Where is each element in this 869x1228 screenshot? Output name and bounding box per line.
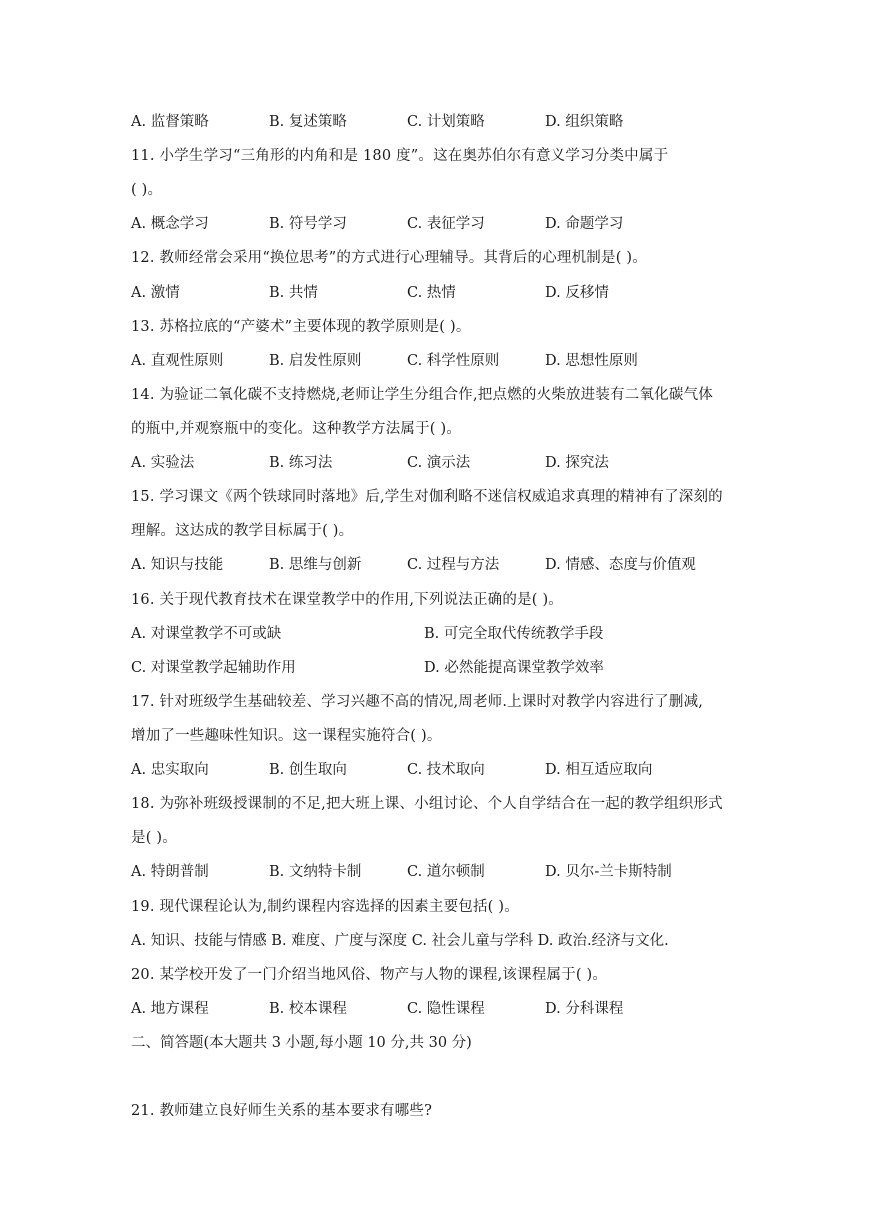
option-d: D. 情感、态度与价值观 [545,557,696,573]
q17-options [131,760,749,780]
q14-stem-line-1: 14. 为验证二氧化碳不支持燃烧,老师让学生分组合作,把点燃的火柴放进装有二氧化碳气体 [131,387,713,403]
q12-stem: 12. 教师经常会采用“换位思考”的方式进行心理辅导。其背后的心理机制是( )。 [131,250,647,266]
q18-stem-line-1: 18. 为弥补班级授课制的不足,把大班上课、小组讨论、个人自学结合在一起的教学组织形式 [131,796,723,812]
q16-options-row-1 [131,624,749,644]
option-d: D. 必然能提高课堂教学效率 [424,660,604,676]
option-c: C. 表征学习 [407,216,485,232]
option-a: A. 忠实取向 [131,762,209,778]
q20-stem: 20. 某学校开发了一门介绍当地风俗、物产与人物的课程,该课程属于( )。 [131,967,608,983]
section-heading: 二、简答题(本大题共 3 小题,每小题 10 分,共 30 分) [131,1035,472,1051]
option-c: C. 技术取向 [407,762,485,778]
option-d: D. 思想性原则 [545,353,638,369]
q10-options [131,112,749,132]
q19-stem: 19. 现代课程论认为,制约课程内容选择的因素主要包括( )。 [131,899,519,915]
option-a: A. 特朗普制 [131,864,209,880]
q18-options [131,862,749,882]
option-d: D. 组织策略 [545,114,624,130]
q12-options [131,283,749,303]
option-d: D. 贝尔-兰卡斯特制 [545,864,672,880]
q18-stem-line-2: 是( )。 [131,830,177,846]
option-a: A. 地方课程 [131,1001,209,1017]
option-a: A. 知识与技能 [131,557,224,573]
q15-options [131,555,749,575]
option-d: D. 探究法 [545,455,609,471]
option-c: C. 热情 [407,285,456,301]
option-d: D. 反移情 [545,285,609,301]
q21-stem: 21. 教师建立良好师生关系的基本要求有哪些? [131,1103,433,1119]
q17-stem-line-1: 17. 针对班级学生基础较差、学习兴趣不高的情况,周老师.上课时对教学内容进行了删减, [131,694,704,710]
q16-options-row-2 [131,658,749,678]
q15-stem-line-2: 理解。这达成的教学目标属于( )。 [131,523,354,539]
option-b: B. 启发性原则 [269,353,362,369]
option-a: A. 实验法 [131,455,195,471]
q11-stem-line-2: ( )。 [131,182,163,198]
option-c: C. 计划策略 [407,114,485,130]
q11-options [131,214,749,234]
q11-stem-line-1: 11. 小学生学习“三角形的内角和是 180 度”。这在奥苏伯尔有意义学习分类中属于 [131,148,669,164]
q17-stem-line-2: 增加了一些趣味性知识。这一课程实施符合( )。 [131,728,442,744]
q15-stem-line-1: 15. 学习课文《两个铁球同时落地》后,学生对伽利略不迷信权威追求真理的精神有了深刻的 [131,489,723,505]
q19-options: A. 知识、技能与情感 B. 难度、广度与深度 C. 社会儿童与学科 D. 政治.经济与文化. [131,933,669,949]
option-d: D. 命题学习 [545,216,624,232]
option-c: C. 演示法 [407,455,471,471]
option-a: A. 对课堂教学不可或缺 [131,626,282,642]
q14-options [131,453,749,473]
option-d: D. 分科课程 [545,1001,624,1017]
option-a: A. 激情 [131,285,180,301]
q13-stem: 13. 苏格拉底的“产婆术”主要体现的教学原则是( )。 [131,319,471,335]
q16-stem: 16. 关于现代教育技术在课堂教学中的作用,下列说法正确的是( )。 [131,592,563,608]
option-b: B. 复述策略 [269,114,347,130]
option-b: B. 思维与创新 [269,557,362,573]
option-c: C. 道尔顿制 [407,864,485,880]
option-a: A. 监督策略 [131,114,209,130]
option-b: B. 可完全取代传统教学手段 [424,626,604,642]
option-a: A. 直观性原则 [131,353,224,369]
option-b: B. 校本课程 [269,1001,347,1017]
option-a: A. 概念学习 [131,216,209,232]
option-c: C. 隐性课程 [407,1001,485,1017]
option-b: B. 创生取向 [269,762,347,778]
option-b: B. 文纳特卡制 [269,864,362,880]
option-b: B. 符号学习 [269,216,347,232]
q14-stem-line-2: 的瓶中,并观察瓶中的变化。这种教学方法属于( )。 [131,421,462,437]
q20-options [131,999,749,1019]
option-c: C. 对课堂教学起辅助作用 [131,660,296,676]
option-c: C. 过程与方法 [407,557,500,573]
q13-options [131,351,749,371]
option-c: C. 科学性原则 [407,353,500,369]
option-b: B. 共情 [269,285,318,301]
option-b: B. 练习法 [269,455,333,471]
option-d: D. 相互适应取向 [545,762,653,778]
